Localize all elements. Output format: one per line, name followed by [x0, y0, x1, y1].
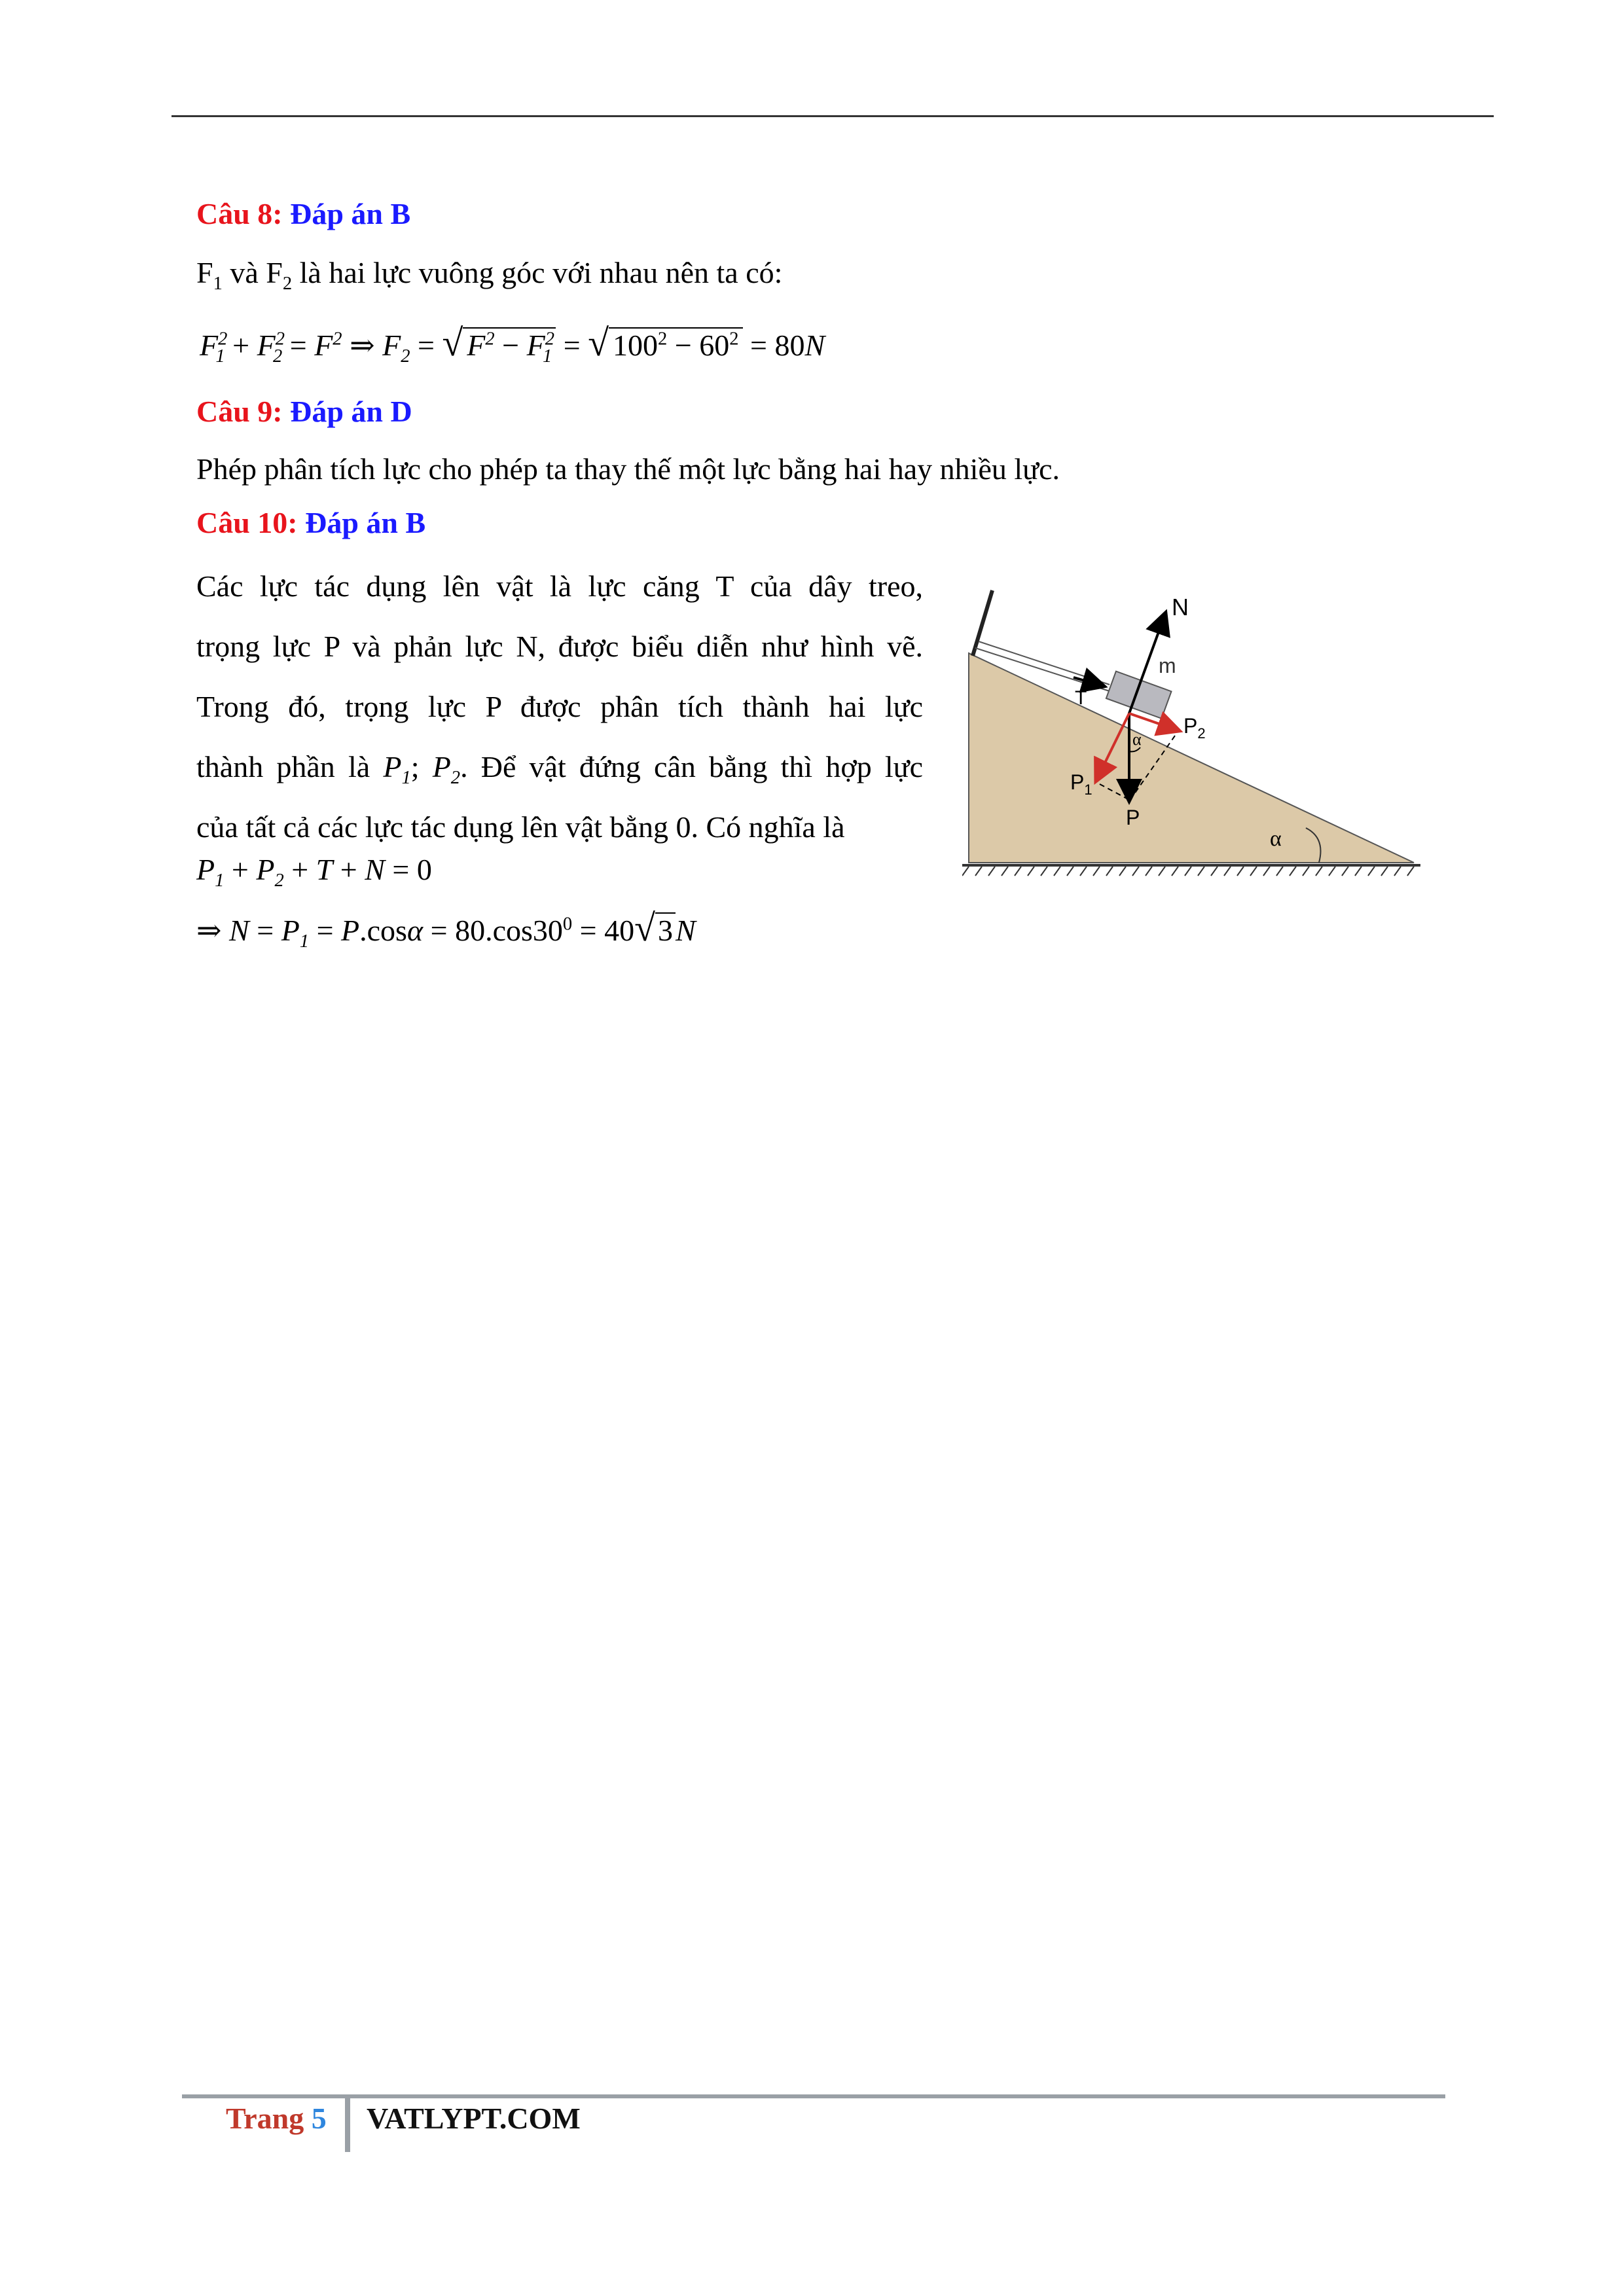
q10-answer: Đáp án B — [305, 506, 426, 539]
q9-heading — [196, 394, 412, 429]
wall-post — [973, 590, 992, 656]
footer-site-name: VATLYPT.COM — [367, 2102, 581, 2135]
ground-hatching — [962, 867, 1414, 876]
q10-line-1: Các lực tác dụng lên vật là lực căng T của dây treo, — [196, 569, 923, 603]
q9-answer: Đáp án D — [290, 395, 412, 428]
q8-number: Câu 8: — [196, 197, 283, 230]
q10-line-2: trọng lực P và phản lực N, được biểu diễn như hình vẽ. — [196, 630, 923, 663]
footer-page-label: Trang 5 — [226, 2102, 327, 2135]
label-n: N — [1172, 594, 1189, 620]
label-t: T — [1075, 687, 1087, 709]
incline-surface — [969, 653, 1414, 863]
label-p: P — [1126, 806, 1140, 829]
block-mass — [1106, 672, 1172, 719]
q10-line-3: Trong đó, trọng lực P được phân tích thành hai lực — [196, 690, 923, 723]
label-alpha-base: α — [1270, 827, 1282, 851]
inclined-plane-figure — [962, 576, 1420, 890]
q8-formula: $F^2_1 + F^2_2 = F^2$ ⇒ $F_2$ = √ $F^2 - F^2_1$ = √ $100^2 - 60^2 = 80N$ — [200, 321, 825, 367]
q10-line-5: của tất cả các lực tác dụng lên vật bằng 0. Có nghĩa là — [196, 810, 845, 844]
label-alpha-small: α — [1132, 730, 1142, 749]
q10-equation-1: $P_1 + P_2 + T + N = 0$ — [196, 853, 432, 891]
q10-number: Câu 10: — [196, 506, 298, 539]
q8-text: $F_1$ và $F_2$ là hai lực vuông góc với nhau nên ta có: — [196, 256, 783, 295]
q10-heading — [196, 505, 425, 540]
q10-line-4: thành phần là $P_1$; $P_2$. Để vật đứng cân bằng thì hợp lực — [196, 750, 924, 789]
q9-number: Câu 9: — [196, 395, 283, 428]
header-rule — [171, 115, 1494, 117]
footer-rule — [182, 2094, 1445, 2098]
label-p1: $P_1$ — [1070, 770, 1092, 798]
label-m: m — [1159, 654, 1176, 677]
label-p2: $P_2$ — [1183, 714, 1206, 742]
q8-heading — [196, 196, 410, 231]
q9-text: Phép phân tích lực cho phép ta thay thế một lực bằng hai hay nhiều lực. — [196, 452, 1060, 486]
footer-separator — [345, 2096, 350, 2152]
q8-answer: Đáp án B — [290, 197, 411, 230]
q10-equation-2: ⇒ $N = P_1 = P.\cos\alpha = 80.\cos 30^0 = 40√3N$ — [196, 906, 696, 952]
footer-page-number: 5 — [311, 2102, 327, 2135]
